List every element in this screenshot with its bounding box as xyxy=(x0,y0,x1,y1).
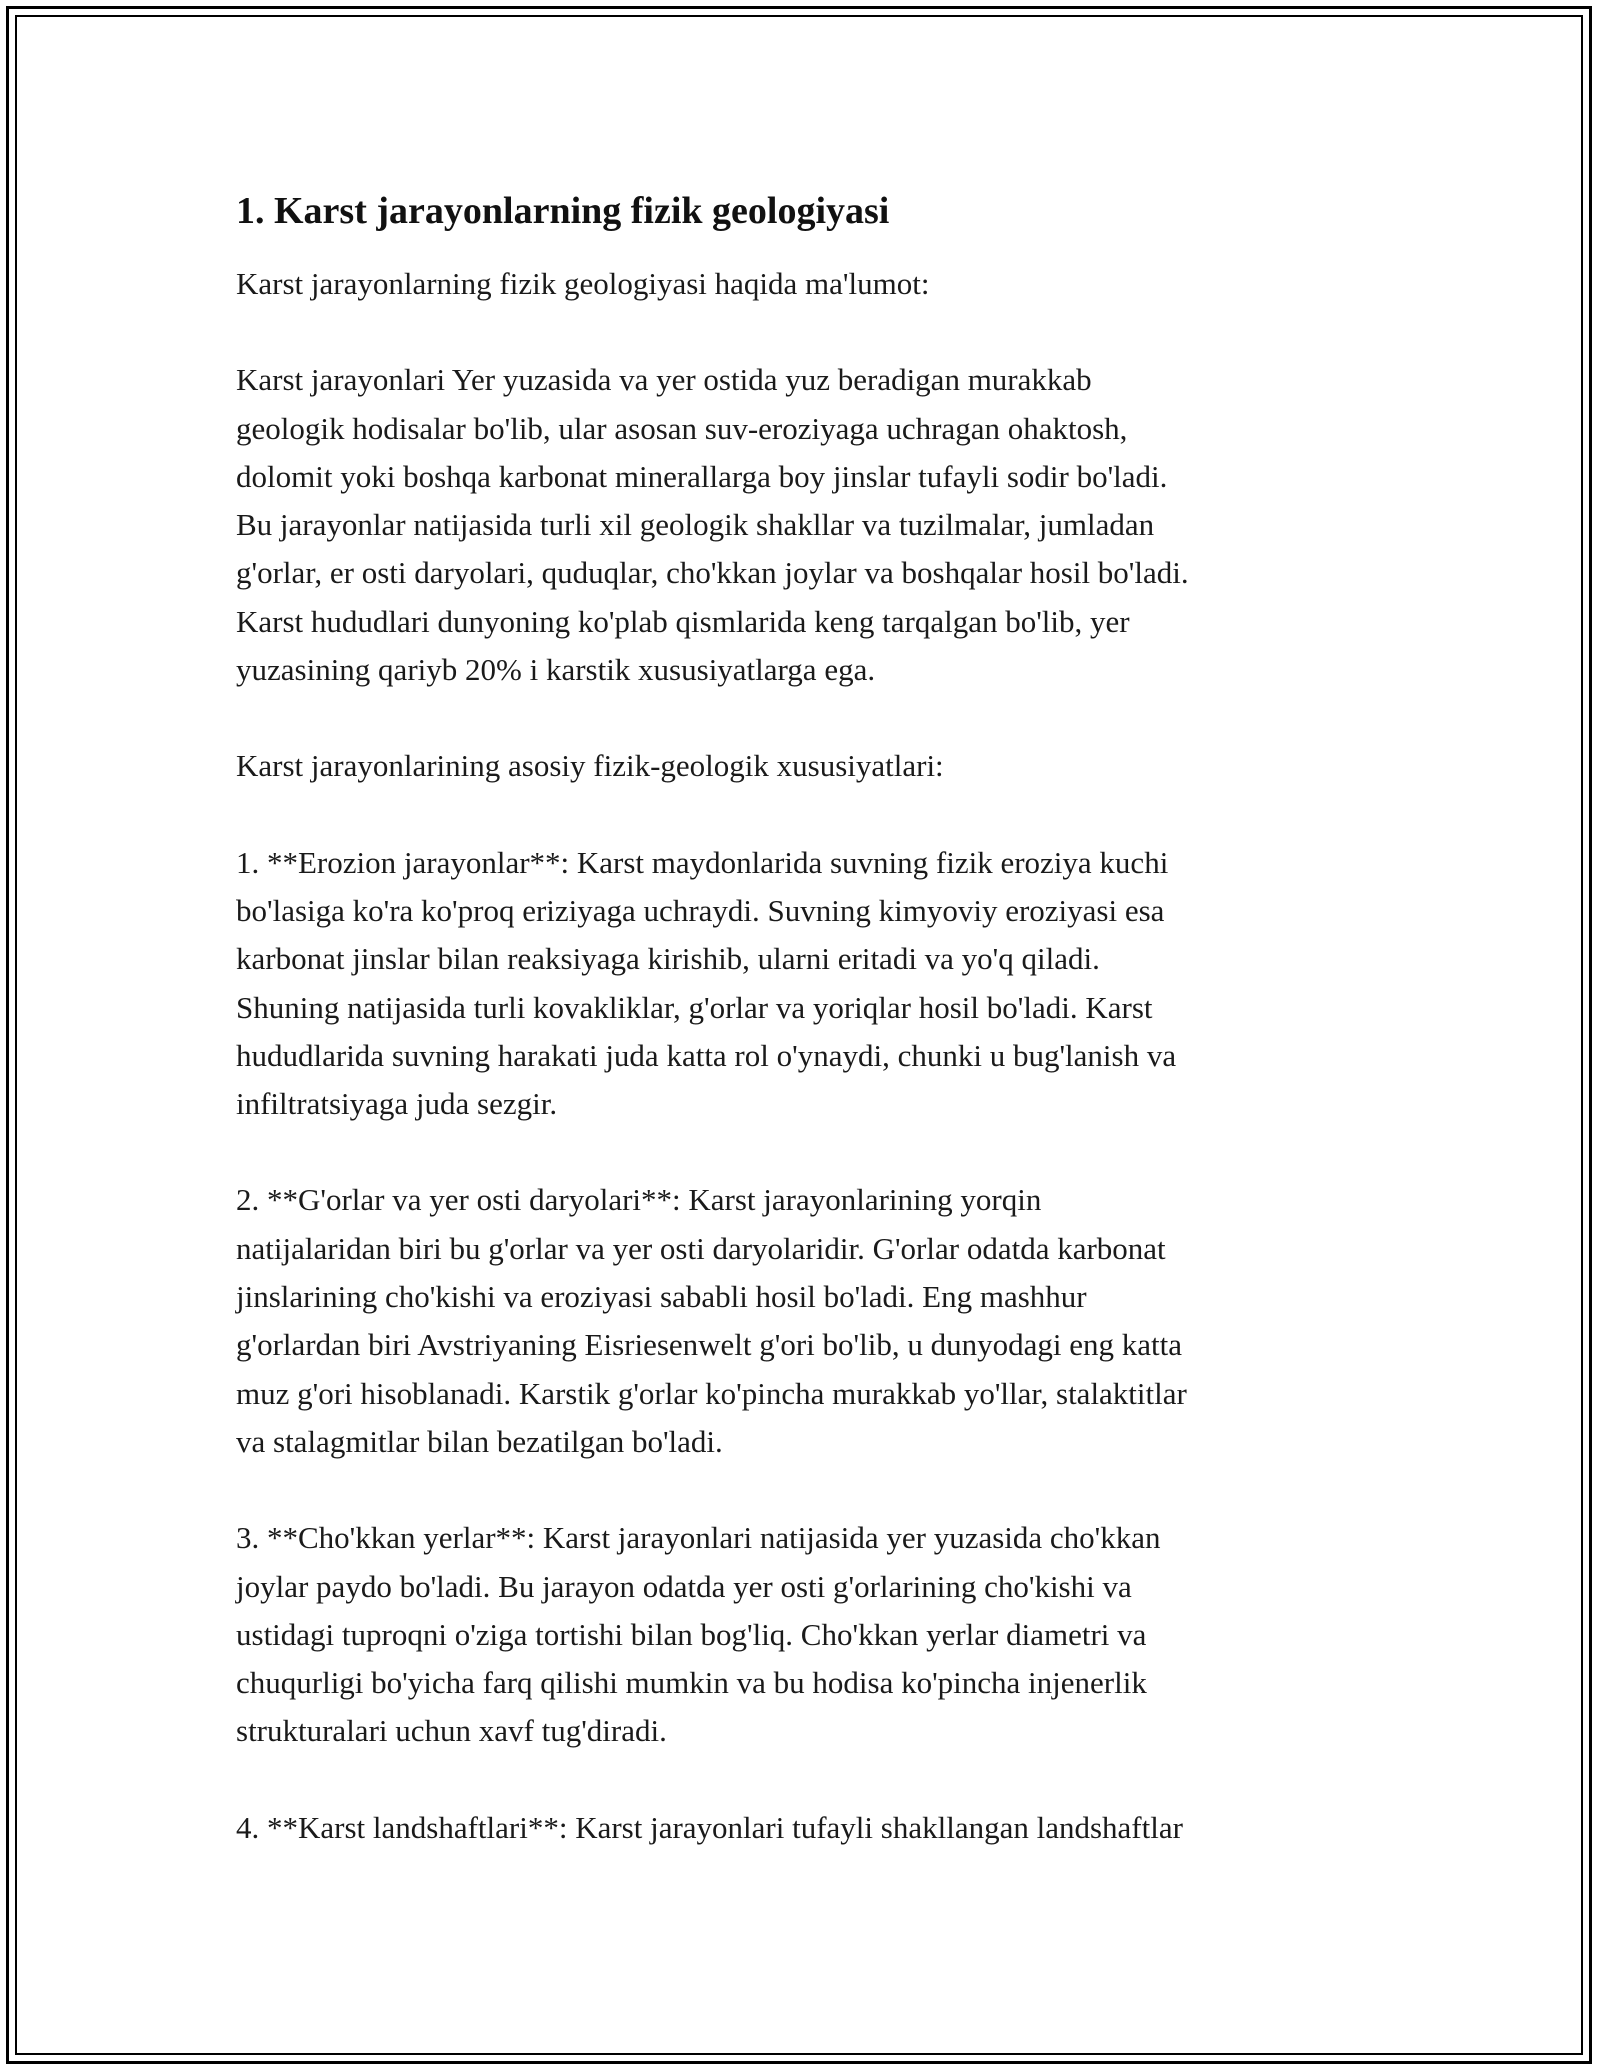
text-line: joylar paydo bo'ladi. Bu jarayon odatda yer osti g'orlarining cho'kishi va xyxy=(236,1568,1132,1604)
text-line: 1. **Erozion jarayonlar**: Karst maydonlarida suvning fizik eroziya kuchi xyxy=(236,844,1169,880)
document-body xyxy=(236,186,1386,1900)
text-line: infiltratsiyaga juda sezgir. xyxy=(236,1086,558,1122)
text-line: natijalaridan biri bu g'orlar va yer osti daryolaridir. G'orlar odatda karbonat xyxy=(236,1230,1166,1266)
list-item-caves xyxy=(236,1176,1386,1466)
text-line: 3. **Cho'kkan yerlar**: Karst jarayonlari natijasida yer yuzasida cho'kkan xyxy=(236,1520,1161,1556)
text-line: 2. **G'orlar va yer osti daryolari**: Karst jarayonlarining yorqin xyxy=(236,1182,1042,1218)
text-line: 4. **Karst landshaftlari**: Karst jarayonlari tufayli shakllangan landshaftlar xyxy=(236,1809,1183,1845)
text-line: hududlarida suvning harakati juda katta rol o'ynaydi, chunki u bug'lanish va xyxy=(236,1037,1177,1073)
list-item-landscapes xyxy=(236,1804,1386,1852)
text-line: chuqurligi bo'yicha farq qilishi mumkin va bu hodisa ko'pincha injenerlik xyxy=(236,1665,1147,1701)
list-item-erosion xyxy=(236,839,1386,1129)
text-line: Karst jarayonlarning fizik geologiyasi haqida ma'lumot: xyxy=(236,266,930,301)
text-line: ustidagi tuproqni o'ziga tortishi bilan bog'liq. Cho'kkan yerlar diametri va xyxy=(236,1616,1147,1652)
text-line: karbonat jinslar bilan reaksiyaga kirishib, ularni eritadi va yo'q qiladi. xyxy=(236,941,1100,977)
document-title: 1. Karst jarayonlarning fizik geologiyasi xyxy=(236,190,890,232)
paragraph-overview xyxy=(236,356,1386,694)
text-line: Shuning natijasida turli kovakliklar, g'orlar va yoriqlar hosil bo'ladi. Karst xyxy=(236,989,1153,1025)
text-line: Bu jarayonlar natijasida turli xil geologik shakllar va tuzilmalar, jumladan xyxy=(236,507,1155,543)
text-line: strukturalari uchun xavf tug'diradi. xyxy=(236,1713,667,1749)
text-line: g'orlardan biri Avstriyaning Eisriesenwelt g'ori bo'lib, u dunyodagi eng katta xyxy=(236,1327,1182,1363)
text-line: Karst jarayonlarining asosiy fizik-geologik xususiyatlari: xyxy=(236,748,944,784)
text-line: bo'lasiga ko'ra ko'proq eriziyaga uchraydi. Suvning kimyoviy eroziyasi esa xyxy=(236,892,1165,928)
text-line: geologik hodisalar bo'lib, ular asosan suv-eroziyaga uchragan ohaktosh, xyxy=(236,410,1128,446)
text-line: g'orlar, er osti daryolari, quduqlar, cho'kkan joylar va boshqalar hosil bo'ladi. xyxy=(236,555,1189,591)
text-line: Karst jarayonlari Yer yuzasida va yer ostida yuz beradigan murakkab xyxy=(236,362,1092,398)
list-item-sinkholes xyxy=(236,1514,1386,1755)
text-line: yuzasining qariyb 20% i karstik xususiyatlarga ega. xyxy=(236,652,876,688)
paragraph-intro xyxy=(236,260,1386,308)
text-line: Karst hududlari dunyoning ko'plab qismlarida keng tarqalgan bo'lib, yer xyxy=(236,603,1130,639)
text-line: jinslarining cho'kishi va eroziyasi sababli hosil bo'ladi. Eng mashhur xyxy=(236,1279,1087,1315)
text-line: muz g'ori hisoblanadi. Karstik g'orlar ko'pincha murakkab yo'llar, stalaktitlar xyxy=(236,1375,1187,1411)
text-line: va stalagmitlar bilan bezatilgan bo'ladi. xyxy=(236,1423,723,1459)
paragraph-features-heading xyxy=(236,742,1386,790)
text-line: dolomit yoki boshqa karbonat minerallarga boy jinslar tufayli sodir bo'ladi. xyxy=(236,458,1168,494)
